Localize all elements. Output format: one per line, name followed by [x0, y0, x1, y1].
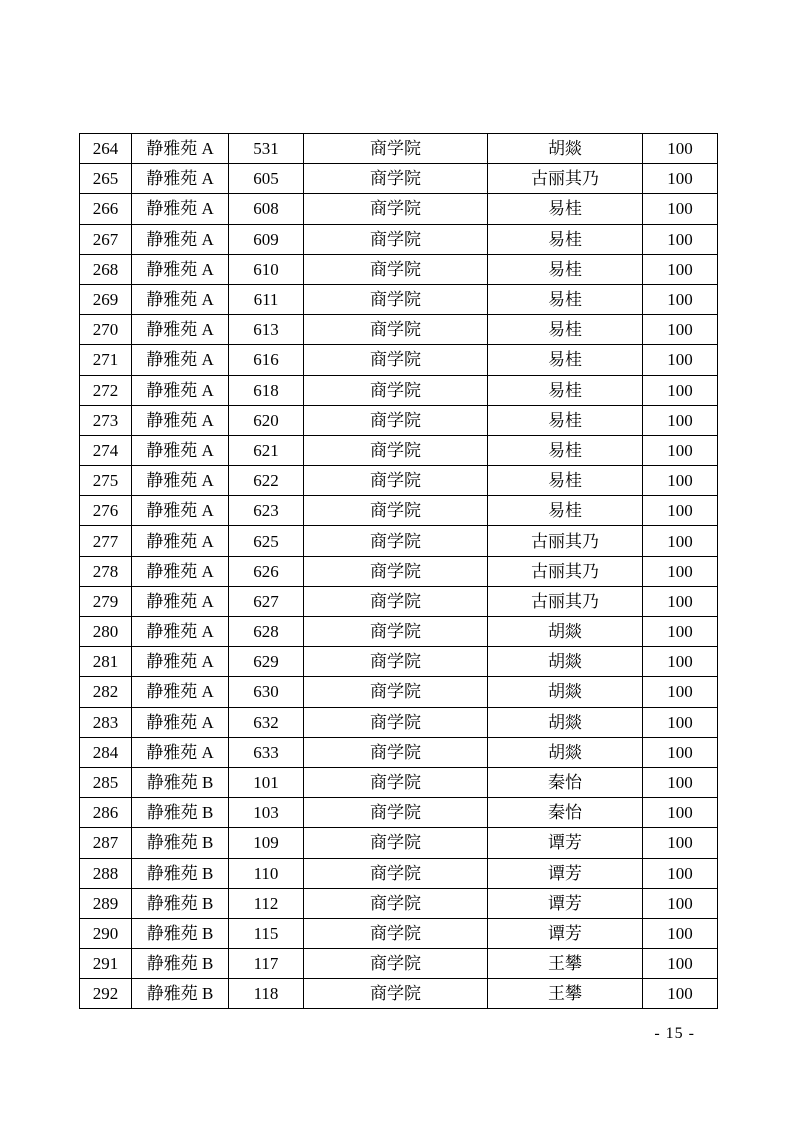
score-cell: 100 [643, 435, 718, 465]
row-index-cell: 278 [80, 556, 132, 586]
score-cell: 100 [643, 949, 718, 979]
table-row [80, 284, 718, 314]
counselor-cell: 古丽其乃 [488, 526, 643, 556]
table-row [80, 466, 718, 496]
counselor-cell: 易桂 [488, 284, 643, 314]
table-row [80, 164, 718, 194]
room-number-cell: 611 [229, 284, 304, 314]
score-cell: 100 [643, 617, 718, 647]
counselor-cell: 胡燚 [488, 617, 643, 647]
table-row [80, 798, 718, 828]
table-row [80, 918, 718, 948]
counselor-cell: 易桂 [488, 375, 643, 405]
room-number-cell: 627 [229, 586, 304, 616]
room-number-cell: 613 [229, 315, 304, 345]
counselor-cell: 易桂 [488, 405, 643, 435]
score-cell: 100 [643, 586, 718, 616]
score-cell: 100 [643, 466, 718, 496]
college-cell: 商学院 [304, 134, 488, 164]
college-cell: 商学院 [304, 375, 488, 405]
table-row [80, 345, 718, 375]
table-row [80, 737, 718, 767]
room-number-cell: 633 [229, 737, 304, 767]
room-number-cell: 609 [229, 224, 304, 254]
building-cell: 静雅苑 A [132, 375, 229, 405]
building-cell: 静雅苑 A [132, 194, 229, 224]
counselor-cell: 谭芳 [488, 858, 643, 888]
score-cell: 100 [643, 194, 718, 224]
score-cell: 100 [643, 345, 718, 375]
table-row [80, 556, 718, 586]
row-index-cell: 280 [80, 617, 132, 647]
room-number-cell: 616 [229, 345, 304, 375]
row-index-cell: 282 [80, 677, 132, 707]
row-index-cell: 279 [80, 586, 132, 616]
counselor-cell: 胡燚 [488, 707, 643, 737]
table-row [80, 949, 718, 979]
row-index-cell: 265 [80, 164, 132, 194]
college-cell: 商学院 [304, 949, 488, 979]
room-number-cell: 618 [229, 375, 304, 405]
table-row [80, 858, 718, 888]
row-index-cell: 284 [80, 737, 132, 767]
college-cell: 商学院 [304, 707, 488, 737]
college-cell: 商学院 [304, 888, 488, 918]
counselor-cell: 古丽其乃 [488, 164, 643, 194]
score-cell: 100 [643, 707, 718, 737]
table-row [80, 617, 718, 647]
building-cell: 静雅苑 A [132, 254, 229, 284]
counselor-cell: 谭芳 [488, 918, 643, 948]
room-number-cell: 621 [229, 435, 304, 465]
score-cell: 100 [643, 496, 718, 526]
building-cell: 静雅苑 B [132, 979, 229, 1009]
table-row [80, 254, 718, 284]
table-row [80, 194, 718, 224]
college-cell: 商学院 [304, 435, 488, 465]
counselor-cell: 谭芳 [488, 888, 643, 918]
table-row [80, 586, 718, 616]
score-cell: 100 [643, 828, 718, 858]
college-cell: 商学院 [304, 466, 488, 496]
building-cell: 静雅苑 B [132, 888, 229, 918]
row-index-cell: 267 [80, 224, 132, 254]
table-row [80, 677, 718, 707]
counselor-cell: 秦怡 [488, 798, 643, 828]
building-cell: 静雅苑 A [132, 737, 229, 767]
row-index-cell: 266 [80, 194, 132, 224]
counselor-cell: 王攀 [488, 949, 643, 979]
college-cell: 商学院 [304, 918, 488, 948]
room-number-cell: 110 [229, 858, 304, 888]
score-cell: 100 [643, 405, 718, 435]
room-number-cell: 112 [229, 888, 304, 918]
college-cell: 商学院 [304, 647, 488, 677]
table-row [80, 496, 718, 526]
row-index-cell: 289 [80, 888, 132, 918]
score-cell: 100 [643, 888, 718, 918]
score-cell: 100 [643, 918, 718, 948]
score-cell: 100 [643, 858, 718, 888]
college-cell: 商学院 [304, 677, 488, 707]
room-number-cell: 118 [229, 979, 304, 1009]
room-number-cell: 620 [229, 405, 304, 435]
building-cell: 静雅苑 A [132, 134, 229, 164]
table-row [80, 767, 718, 797]
row-index-cell: 274 [80, 435, 132, 465]
row-index-cell: 283 [80, 707, 132, 737]
building-cell: 静雅苑 A [132, 647, 229, 677]
row-index-cell: 272 [80, 375, 132, 405]
room-number-cell: 622 [229, 466, 304, 496]
score-cell: 100 [643, 375, 718, 405]
row-index-cell: 286 [80, 798, 132, 828]
counselor-cell: 易桂 [488, 254, 643, 284]
college-cell: 商学院 [304, 858, 488, 888]
table-row [80, 979, 718, 1009]
table-row [80, 435, 718, 465]
college-cell: 商学院 [304, 496, 488, 526]
building-cell: 静雅苑 A [132, 345, 229, 375]
college-cell: 商学院 [304, 979, 488, 1009]
room-number-cell: 610 [229, 254, 304, 284]
counselor-cell: 王攀 [488, 979, 643, 1009]
room-number-cell: 115 [229, 918, 304, 948]
score-cell: 100 [643, 284, 718, 314]
score-cell: 100 [643, 224, 718, 254]
building-cell: 静雅苑 A [132, 466, 229, 496]
score-cell: 100 [643, 798, 718, 828]
score-cell: 100 [643, 979, 718, 1009]
score-cell: 100 [643, 254, 718, 284]
table-row [80, 224, 718, 254]
college-cell: 商学院 [304, 164, 488, 194]
building-cell: 静雅苑 B [132, 918, 229, 948]
college-cell: 商学院 [304, 737, 488, 767]
room-number-cell: 109 [229, 828, 304, 858]
building-cell: 静雅苑 A [132, 405, 229, 435]
building-cell: 静雅苑 A [132, 677, 229, 707]
room-number-cell: 629 [229, 647, 304, 677]
building-cell: 静雅苑 A [132, 617, 229, 647]
table-row [80, 707, 718, 737]
row-index-cell: 291 [80, 949, 132, 979]
row-index-cell: 285 [80, 767, 132, 797]
counselor-cell: 古丽其乃 [488, 556, 643, 586]
counselor-cell: 胡燚 [488, 677, 643, 707]
room-number-cell: 625 [229, 526, 304, 556]
room-number-cell: 117 [229, 949, 304, 979]
row-index-cell: 269 [80, 284, 132, 314]
score-cell: 100 [643, 134, 718, 164]
table-row [80, 888, 718, 918]
building-cell: 静雅苑 B [132, 798, 229, 828]
counselor-cell: 易桂 [488, 224, 643, 254]
row-index-cell: 277 [80, 526, 132, 556]
building-cell: 静雅苑 A [132, 556, 229, 586]
row-index-cell: 270 [80, 315, 132, 345]
building-cell: 静雅苑 B [132, 949, 229, 979]
college-cell: 商学院 [304, 617, 488, 647]
row-index-cell: 290 [80, 918, 132, 948]
building-cell: 静雅苑 A [132, 586, 229, 616]
table-row [80, 647, 718, 677]
row-index-cell: 275 [80, 466, 132, 496]
room-number-cell: 628 [229, 617, 304, 647]
table-body [80, 134, 718, 1009]
row-index-cell: 292 [80, 979, 132, 1009]
room-number-cell: 605 [229, 164, 304, 194]
room-number-cell: 101 [229, 767, 304, 797]
college-cell: 商学院 [304, 194, 488, 224]
score-cell: 100 [643, 767, 718, 797]
room-number-cell: 103 [229, 798, 304, 828]
college-cell: 商学院 [304, 284, 488, 314]
college-cell: 商学院 [304, 315, 488, 345]
building-cell: 静雅苑 A [132, 164, 229, 194]
row-index-cell: 264 [80, 134, 132, 164]
college-cell: 商学院 [304, 254, 488, 284]
room-number-cell: 623 [229, 496, 304, 526]
room-number-cell: 630 [229, 677, 304, 707]
building-cell: 静雅苑 A [132, 707, 229, 737]
room-number-cell: 608 [229, 194, 304, 224]
college-cell: 商学院 [304, 526, 488, 556]
score-cell: 100 [643, 677, 718, 707]
college-cell: 商学院 [304, 828, 488, 858]
row-index-cell: 271 [80, 345, 132, 375]
table-row [80, 405, 718, 435]
counselor-cell: 易桂 [488, 315, 643, 345]
building-cell: 静雅苑 A [132, 496, 229, 526]
counselor-cell: 秦怡 [488, 767, 643, 797]
counselor-cell: 胡燚 [488, 134, 643, 164]
building-cell: 静雅苑 B [132, 767, 229, 797]
counselor-cell: 易桂 [488, 435, 643, 465]
dormitory-score-table [79, 133, 718, 1009]
building-cell: 静雅苑 A [132, 526, 229, 556]
score-cell: 100 [643, 315, 718, 345]
college-cell: 商学院 [304, 798, 488, 828]
college-cell: 商学院 [304, 345, 488, 375]
score-cell: 100 [643, 647, 718, 677]
score-cell: 100 [643, 526, 718, 556]
building-cell: 静雅苑 A [132, 315, 229, 345]
college-cell: 商学院 [304, 586, 488, 616]
row-index-cell: 276 [80, 496, 132, 526]
counselor-cell: 胡燚 [488, 737, 643, 767]
counselor-cell: 易桂 [488, 466, 643, 496]
building-cell: 静雅苑 A [132, 284, 229, 314]
row-index-cell: 288 [80, 858, 132, 888]
counselor-cell: 古丽其乃 [488, 586, 643, 616]
counselor-cell: 易桂 [488, 496, 643, 526]
score-cell: 100 [643, 164, 718, 194]
counselor-cell: 谭芳 [488, 828, 643, 858]
score-cell: 100 [643, 556, 718, 586]
score-cell: 100 [643, 737, 718, 767]
counselor-cell: 易桂 [488, 194, 643, 224]
row-index-cell: 287 [80, 828, 132, 858]
row-index-cell: 268 [80, 254, 132, 284]
table-row [80, 375, 718, 405]
room-number-cell: 626 [229, 556, 304, 586]
counselor-cell: 胡燚 [488, 647, 643, 677]
page-number: - 15 - [654, 1025, 695, 1042]
building-cell: 静雅苑 A [132, 435, 229, 465]
college-cell: 商学院 [304, 224, 488, 254]
building-cell: 静雅苑 A [132, 224, 229, 254]
college-cell: 商学院 [304, 405, 488, 435]
building-cell: 静雅苑 B [132, 828, 229, 858]
room-number-cell: 531 [229, 134, 304, 164]
table-row [80, 315, 718, 345]
row-index-cell: 273 [80, 405, 132, 435]
room-number-cell: 632 [229, 707, 304, 737]
table-row [80, 828, 718, 858]
counselor-cell: 易桂 [488, 345, 643, 375]
table-row [80, 134, 718, 164]
table-row [80, 526, 718, 556]
row-index-cell: 281 [80, 647, 132, 677]
college-cell: 商学院 [304, 556, 488, 586]
building-cell: 静雅苑 B [132, 858, 229, 888]
college-cell: 商学院 [304, 767, 488, 797]
